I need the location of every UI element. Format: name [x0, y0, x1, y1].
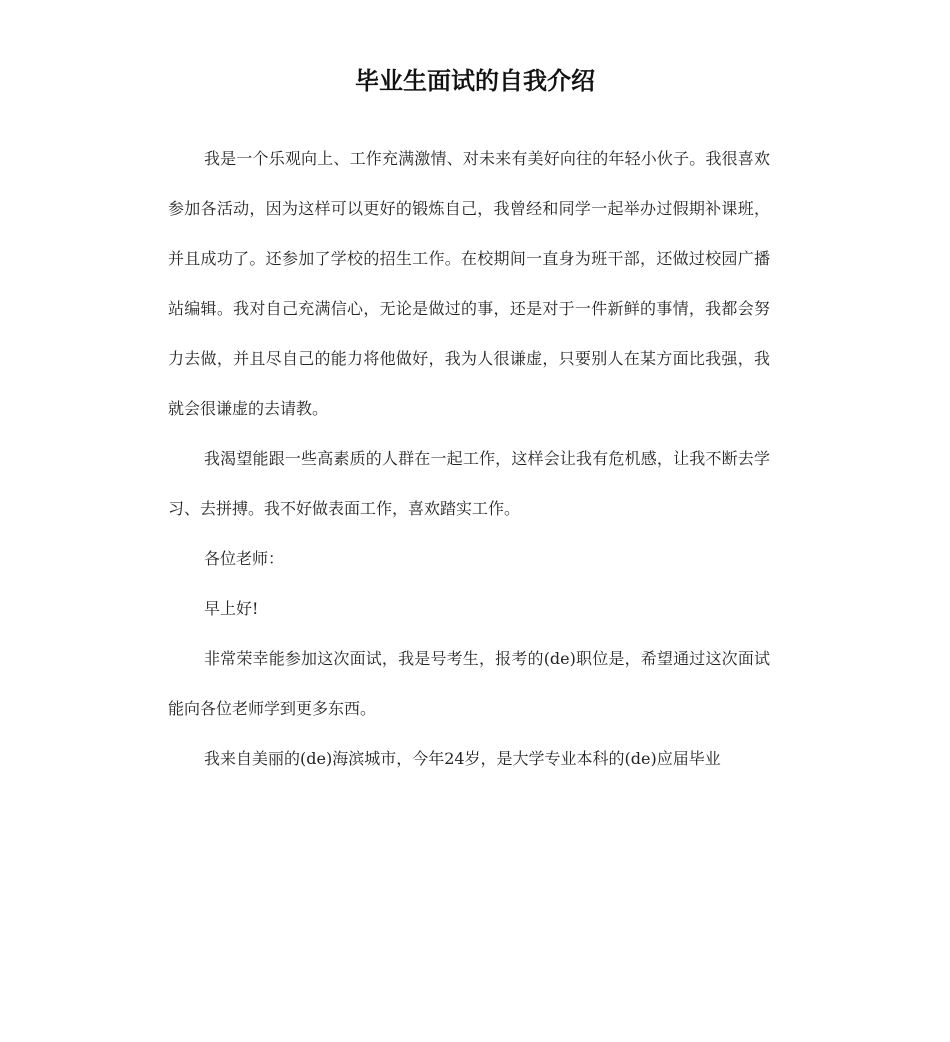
document-body [168, 134, 770, 784]
paragraph-greeting: 早上好! [204, 599, 259, 618]
paragraph-background: 我来自美丽的(de)海滨城市，今年24岁，是大学专业本科的(de)应届毕业 [204, 749, 721, 768]
paragraph-work-aspiration: 我渴望能跟一些高素质的人群在一起工作，这样会让我有危机感，让我不断去学习、去拼搏。我不好做表面工作，喜欢踏实工作。 [168, 449, 770, 518]
document-title: 毕业生面试的自我介绍 [355, 67, 595, 95]
paragraph-salutation: 各位老师： [204, 549, 285, 568]
paragraph-interview-intro: 非常荣幸能参加这次面试，我是号考生，报考的(de)职位是，希望通过这次面试能向各位老师学到更多东西。 [168, 649, 770, 718]
paragraph-self-description: 我是一个乐观向上、工作充满激情、对未来有美好向往的年轻小伙子。我很喜欢参加各活动，因为这样可以更好的锻炼自己，我曾经和同学一起举办过假期补课班，并且成功了。还参加了学校的招生工作。在校期间一直身为班干部，还做过校园广播站编辑。我对自己充满信心，无论是做过的事，还是对于一件新鲜的事情，我都会努力去做，并且尽自己的能力将他做好，我为人很谦虚，只要别人在某方面比我强，我就会很谦虚的去请教。 [168, 149, 770, 418]
